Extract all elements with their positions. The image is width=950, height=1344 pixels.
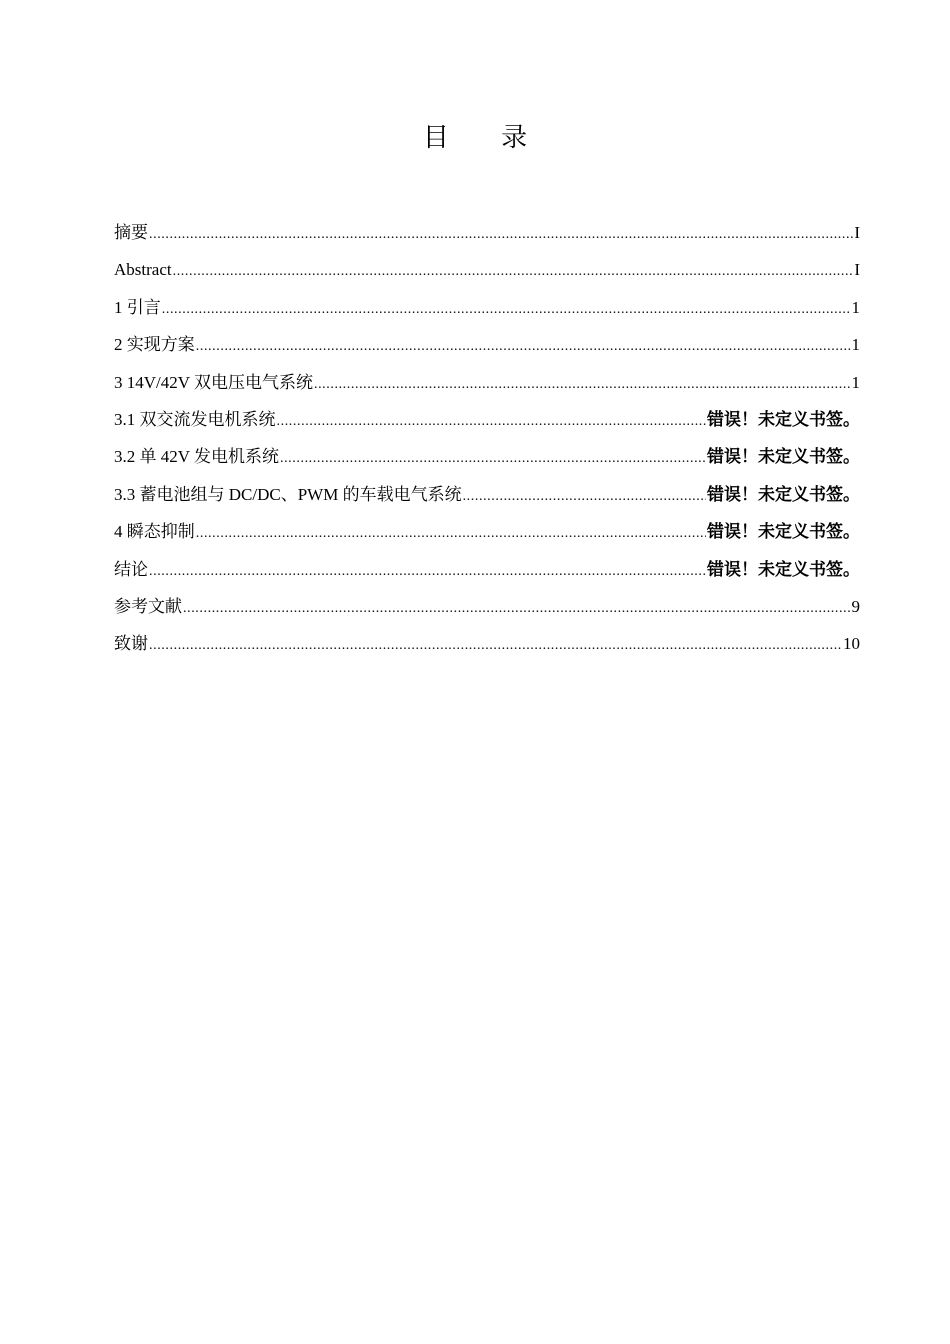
toc-entry-dual-alternator[interactable] (114, 401, 860, 438)
toc-entry-label: 3.1 双交流发电机系统 (114, 409, 276, 429)
toc-entry-label: 2 实现方案 (114, 335, 195, 355)
toc-entry-error-page: 错误！未定义书签。 (707, 447, 860, 468)
toc-entry-abstract-en[interactable] (114, 251, 860, 288)
dot-leader (149, 216, 853, 253)
toc-entry-label: 摘要 (114, 223, 148, 242)
toc-entry-abstract-cn[interactable] (114, 214, 860, 251)
dot-leader (149, 627, 842, 664)
toc-entry-dual-voltage[interactable] (114, 364, 860, 401)
toc-entry-label: 4 瞬态抑制 (114, 522, 195, 542)
toc-entry-label: 致谢 (114, 634, 148, 654)
toc-title: 目 录 (422, 123, 550, 153)
toc-entry-references[interactable] (114, 588, 860, 625)
toc-entry-page: 10 (843, 634, 860, 654)
dot-leader (463, 478, 706, 515)
toc-entry-page: I (854, 260, 860, 280)
toc-entry-label: 3.2 单 42V 发电机系统 (114, 447, 279, 467)
toc-entry-introduction[interactable] (114, 289, 860, 326)
toc-entry-implementation[interactable] (114, 326, 860, 363)
dot-leader (173, 253, 854, 290)
dot-leader (280, 440, 706, 477)
dot-leader (314, 366, 851, 403)
toc-entry-battery-dcdc-pwm[interactable] (114, 476, 860, 513)
toc-entry-transient-suppression[interactable] (114, 513, 860, 550)
toc-entry-page: 1 (851, 335, 860, 355)
toc-entry-error-page: 错误！未定义书签。 (707, 484, 860, 505)
toc-entry-page: I (854, 223, 860, 242)
toc-entry-label: Abstract (114, 260, 172, 280)
table-of-contents (114, 214, 860, 663)
toc-entry-label: 1 引言 (114, 297, 161, 317)
toc-entry-conclusion[interactable] (114, 551, 860, 588)
dot-leader (196, 515, 706, 552)
toc-entry-label: 结论 (114, 559, 148, 579)
dot-leader (162, 291, 851, 328)
toc-entry-error-page: 错误！未定义书签。 (707, 559, 860, 580)
toc-entry-page: 1 (851, 372, 860, 392)
dot-leader (196, 328, 851, 365)
toc-entry-acknowledgements[interactable] (114, 625, 860, 662)
toc-entry-label: 参考文献 (114, 596, 182, 616)
toc-entry-label: 3.3 蓄电池组与 DC/DC、PWM 的车载电气系统 (114, 484, 462, 504)
dot-leader (277, 403, 707, 440)
toc-entry-single-42v[interactable] (114, 438, 860, 475)
dot-leader (183, 590, 851, 627)
dot-leader (149, 553, 706, 590)
toc-entry-error-page: 错误！未定义书签。 (707, 409, 860, 430)
toc-entry-error-page: 错误！未定义书签。 (707, 522, 860, 543)
toc-entry-page: 1 (851, 297, 860, 317)
toc-entry-page: 9 (851, 596, 860, 616)
toc-entry-label: 3 14V/42V 双电压电气系统 (114, 372, 313, 392)
